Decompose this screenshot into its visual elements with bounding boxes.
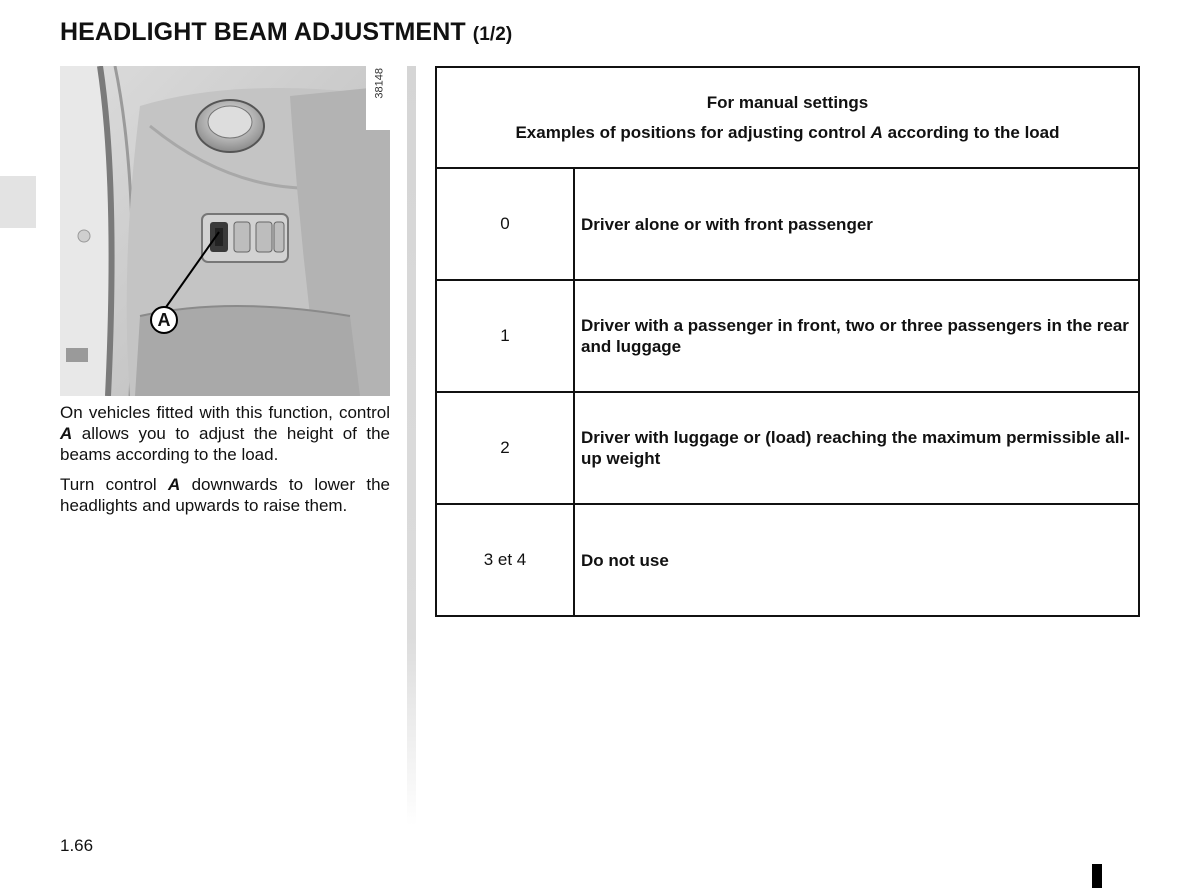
table-row: [436, 280, 1139, 392]
table-header: [436, 67, 1139, 168]
table-header-row: [436, 67, 1139, 168]
description-cell: Do not use: [574, 504, 1139, 616]
column-divider: [407, 66, 416, 826]
title-part-indicator: (1/2): [472, 24, 513, 45]
position-cell: 3 et 4: [436, 504, 574, 616]
para2-text-start: Turn control: [60, 475, 168, 494]
section-tab: [0, 176, 36, 228]
callout-a: A: [150, 306, 178, 334]
description-cell: Driver alone or with front passenger: [574, 168, 1139, 280]
para1-text-end: allows you to adjust the height of the beams according to the load.: [60, 424, 390, 464]
paragraph-usage: [60, 474, 390, 516]
header-line2-start: Examples of positions for adjusting control: [515, 122, 871, 142]
description-cell: Driver with a passenger in front, two or three passengers in the rear and luggage: [574, 280, 1139, 392]
description-text: [60, 402, 390, 525]
table-header-line1: For manual settings: [706, 92, 869, 112]
position-cell: 0: [436, 168, 574, 280]
figure-code: 38148: [374, 68, 386, 99]
dashboard-photo: [60, 66, 390, 396]
table-row: [436, 168, 1139, 280]
position-cell: 2: [436, 392, 574, 504]
para1-text-start: On vehicles fitted with this function, control: [60, 403, 390, 422]
control-ref: A: [60, 424, 73, 443]
page-number: 1.66: [60, 836, 94, 855]
description-cell: Driver with luggage or (load) reaching the maximum permissible all-up weight: [574, 392, 1139, 504]
position-cell: 1: [436, 280, 574, 392]
table-row: [436, 392, 1139, 504]
control-ref: A: [870, 122, 883, 142]
page-edge-marker: [1092, 864, 1102, 888]
table-row: [436, 504, 1139, 616]
header-line2-end: according to the load: [882, 122, 1060, 142]
page-title: [60, 18, 512, 47]
para2-text-end: downwards to lower the headlights and upwards to raise them.: [60, 475, 390, 515]
control-ref: A: [168, 475, 181, 494]
paragraph-function: [60, 402, 390, 465]
settings-table: [435, 66, 1140, 617]
dashboard-illustration: [60, 66, 390, 396]
title-text: HEADLIGHT BEAM ADJUSTMENT: [60, 18, 466, 46]
table-header-line2: [443, 118, 1132, 148]
